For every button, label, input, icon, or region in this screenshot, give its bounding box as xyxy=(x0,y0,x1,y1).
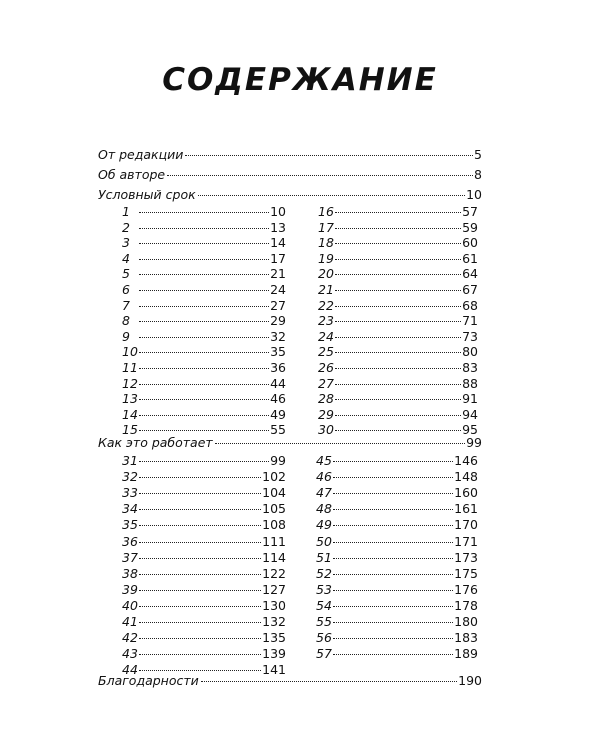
toc-entry-editorial[interactable] xyxy=(98,147,482,163)
dot-leader xyxy=(333,461,453,462)
dot-leader xyxy=(139,368,269,369)
toc-chapter-entry[interactable] xyxy=(122,614,286,630)
toc-chapter-entry[interactable] xyxy=(316,453,478,469)
chapter-page: 60 xyxy=(462,235,478,251)
toc-chapter-entry[interactable] xyxy=(122,391,286,407)
toc-chapter-entry[interactable] xyxy=(318,376,478,392)
chapter-number: 13 xyxy=(122,391,138,407)
toc-chapter-entry[interactable] xyxy=(122,251,286,267)
dot-leader xyxy=(335,228,461,229)
chapter-number: 50 xyxy=(316,533,332,549)
toc-entry-label: Благодарности xyxy=(98,673,199,688)
chapter-number: 11 xyxy=(122,360,138,375)
chapter-number: 36 xyxy=(122,533,138,549)
chapter-number: 22 xyxy=(318,297,334,313)
chapter-number: 9 xyxy=(122,328,130,344)
chapter-page: 57 xyxy=(462,204,478,219)
chapter-number: 30 xyxy=(318,422,334,438)
chapter-page: 91 xyxy=(462,391,478,407)
chapter-number: 19 xyxy=(318,250,334,266)
chapter-page: 99 xyxy=(270,453,286,468)
chapter-page: 139 xyxy=(262,646,286,662)
toc-entry-acknowledgements[interactable] xyxy=(98,673,482,689)
chapter-page: 95 xyxy=(462,422,478,438)
chapter-page: 32 xyxy=(270,328,286,344)
chapter-number: 12 xyxy=(122,375,138,391)
chapter-page: 189 xyxy=(454,646,478,662)
toc-chapter-entry[interactable] xyxy=(318,407,478,423)
toc-chapter-entry[interactable] xyxy=(122,313,286,329)
chapter-page: 14 xyxy=(270,235,286,251)
toc-chapter-entry[interactable] xyxy=(122,329,286,345)
toc-chapter-entry[interactable] xyxy=(122,501,286,517)
chapter-number: 15 xyxy=(122,422,138,438)
dot-leader xyxy=(139,337,269,338)
chapter-page: 160 xyxy=(454,485,478,501)
dot-leader xyxy=(139,274,269,275)
toc-chapter-entry[interactable] xyxy=(122,534,286,550)
toc-chapter-entry[interactable] xyxy=(318,204,478,220)
toc-entry-label: От редакции xyxy=(98,147,184,162)
toc-chapter-entry[interactable] xyxy=(122,407,286,423)
chapter-number: 7 xyxy=(122,297,130,313)
chapter-page: 127 xyxy=(262,581,286,597)
chapter-page: 176 xyxy=(454,581,478,597)
chapter-page: 59 xyxy=(462,219,478,235)
chapter-page: 46 xyxy=(270,391,286,407)
toc-chapter-entry[interactable] xyxy=(122,485,286,501)
dot-leader xyxy=(333,574,453,575)
chapter-page: 13 xyxy=(270,219,286,235)
chapter-page: 61 xyxy=(462,250,478,266)
chapter-number: 34 xyxy=(122,501,138,517)
chapter-page: 88 xyxy=(462,375,478,391)
chapter-number: 5 xyxy=(122,266,130,282)
dot-leader xyxy=(333,654,453,655)
toc-chapter-entry[interactable] xyxy=(122,469,286,485)
toc-entry-label: Условный срок xyxy=(98,187,196,202)
chapter-page: 29 xyxy=(270,313,286,329)
chapter-number: 45 xyxy=(316,453,332,468)
chapter-page: 24 xyxy=(270,282,286,297)
toc-chapter-entry[interactable] xyxy=(318,313,478,329)
dot-leader xyxy=(139,590,261,591)
toc-chapter-entry[interactable] xyxy=(122,266,286,282)
dot-leader xyxy=(139,259,269,260)
toc-chapter-entry[interactable] xyxy=(318,329,478,345)
chapter-number: 27 xyxy=(318,375,334,391)
dot-leader xyxy=(139,352,269,353)
toc-chapter-entry[interactable] xyxy=(122,360,286,376)
chapter-page: 148 xyxy=(454,469,478,485)
chapter-page: 135 xyxy=(262,630,286,646)
toc-chapter-entry[interactable] xyxy=(122,220,286,236)
chapter-number: 57 xyxy=(316,646,332,662)
dot-leader xyxy=(335,415,461,416)
toc-entry-label: Как это работает xyxy=(98,435,213,450)
chapter-page: 68 xyxy=(462,297,478,313)
chapter-number: 37 xyxy=(122,549,138,565)
toc-entry-page: 99 xyxy=(466,435,482,450)
dot-leader xyxy=(335,384,461,385)
dot-leader xyxy=(139,525,261,526)
chapter-page: 175 xyxy=(454,565,478,581)
chapter-page: 67 xyxy=(462,282,478,297)
chapter-page: 102 xyxy=(262,469,286,485)
dot-leader xyxy=(335,259,461,260)
chapter-page: 171 xyxy=(454,533,478,549)
toc-chapter-entry[interactable] xyxy=(122,630,286,646)
toc-chapter-entry[interactable] xyxy=(318,391,478,407)
chapter-number: 42 xyxy=(122,630,138,646)
chapter-number: 10 xyxy=(122,344,138,360)
chapter-page: 44 xyxy=(270,375,286,391)
dot-leader xyxy=(139,384,269,385)
dot-leader xyxy=(139,606,261,607)
chapter-number: 40 xyxy=(122,597,138,613)
chapter-page: 146 xyxy=(454,453,478,468)
dot-leader xyxy=(335,274,461,275)
toc-chapter-entry[interactable] xyxy=(316,485,478,501)
chapter-page: 178 xyxy=(454,597,478,613)
dot-leader xyxy=(139,542,261,543)
chapter-number: 14 xyxy=(122,406,138,422)
chapter-number: 47 xyxy=(316,485,332,501)
chapter-page: 83 xyxy=(462,360,478,375)
dot-leader xyxy=(167,175,473,176)
chapter-number: 1 xyxy=(122,204,130,219)
dot-leader xyxy=(139,477,261,478)
toc-entry-page: 10 xyxy=(466,187,482,202)
toc-chapter-entry[interactable] xyxy=(122,598,286,614)
toc-chapter-entry[interactable] xyxy=(316,598,478,614)
dot-leader xyxy=(335,399,461,400)
dot-leader xyxy=(335,243,461,244)
dot-leader xyxy=(335,306,461,307)
chapter-number: 51 xyxy=(316,549,332,565)
chapter-number: 44 xyxy=(122,662,138,678)
dot-leader xyxy=(333,542,453,543)
chapter-number: 3 xyxy=(122,235,130,251)
toc-chapter-entry[interactable] xyxy=(316,469,478,485)
dot-leader xyxy=(139,228,269,229)
chapter-number: 8 xyxy=(122,313,130,329)
toc-chapter-entry[interactable] xyxy=(122,376,286,392)
toc-chapter-entry[interactable] xyxy=(318,298,478,314)
chapter-number: 56 xyxy=(316,630,332,646)
toc-entry-label: Об авторе xyxy=(98,167,166,182)
toc-chapter-entry[interactable] xyxy=(122,453,286,469)
dot-leader xyxy=(139,290,269,291)
dot-leader xyxy=(139,430,269,431)
chapter-number: 31 xyxy=(122,453,138,468)
dot-leader xyxy=(139,461,269,462)
dot-leader xyxy=(333,493,453,494)
dot-leader xyxy=(139,574,261,575)
chapter-number: 6 xyxy=(122,282,130,297)
dot-leader xyxy=(335,430,461,431)
toc-chapter-entry[interactable] xyxy=(316,566,478,582)
chapter-number: 21 xyxy=(318,282,334,297)
chapter-number: 25 xyxy=(318,344,334,360)
chapter-page: 161 xyxy=(454,501,478,517)
chapter-number: 41 xyxy=(122,614,138,629)
chapter-number: 28 xyxy=(318,391,334,407)
dot-leader xyxy=(185,155,473,156)
chapter-number: 39 xyxy=(122,581,138,597)
dot-leader xyxy=(139,493,261,494)
chapter-page: 94 xyxy=(462,406,478,422)
toc-chapter-entry[interactable] xyxy=(318,282,478,298)
toc-chapter-entry[interactable] xyxy=(122,550,286,566)
chapter-page: 36 xyxy=(270,360,286,375)
page-title: СОДЕРЖАНИЕ xyxy=(162,62,438,98)
dot-leader xyxy=(198,195,465,196)
chapter-page: 173 xyxy=(454,549,478,565)
toc-entry-conditional-term[interactable] xyxy=(98,187,482,203)
chapter-number: 2 xyxy=(122,219,130,235)
toc-chapter-entry[interactable] xyxy=(316,646,478,662)
dot-leader xyxy=(333,590,453,591)
toc-chapter-entry[interactable] xyxy=(122,235,286,251)
dot-leader xyxy=(335,212,461,213)
chapter-page: 64 xyxy=(462,266,478,282)
dot-leader xyxy=(139,212,269,213)
toc-chapter-entry[interactable] xyxy=(318,235,478,251)
dot-leader xyxy=(335,290,461,291)
dot-leader xyxy=(139,670,261,671)
dot-leader xyxy=(139,399,269,400)
dot-leader xyxy=(333,622,453,623)
chapter-page: 114 xyxy=(262,549,286,565)
dot-leader xyxy=(333,509,453,510)
chapter-number: 52 xyxy=(316,565,332,581)
chapter-page: 111 xyxy=(262,533,286,549)
chapter-page: 170 xyxy=(454,517,478,533)
chapter-number: 26 xyxy=(318,360,334,375)
dot-leader xyxy=(139,306,269,307)
chapter-page: 108 xyxy=(262,517,286,533)
toc-chapter-entry[interactable] xyxy=(318,251,478,267)
toc-chapter-entry[interactable] xyxy=(122,282,286,298)
dot-leader xyxy=(335,368,461,369)
chapter-number: 24 xyxy=(318,328,334,344)
chapter-number: 16 xyxy=(318,204,334,219)
dot-leader xyxy=(139,321,269,322)
chapter-page: 21 xyxy=(270,266,286,282)
dot-leader xyxy=(139,638,261,639)
toc-chapter-entry[interactable] xyxy=(318,360,478,376)
toc-chapter-entry[interactable] xyxy=(316,534,478,550)
dot-leader xyxy=(139,622,261,623)
toc-chapter-entry[interactable] xyxy=(122,298,286,314)
toc-chapter-entry[interactable] xyxy=(318,220,478,236)
chapter-page: 122 xyxy=(262,565,286,581)
dot-leader xyxy=(215,443,465,444)
dot-leader xyxy=(201,681,457,682)
toc-entry-how-it-works[interactable] xyxy=(98,435,482,451)
chapter-page: 49 xyxy=(270,406,286,422)
chapter-number: 23 xyxy=(318,313,334,329)
toc-chapter-entry[interactable] xyxy=(122,582,286,598)
chapter-page: 141 xyxy=(262,662,286,678)
dot-leader xyxy=(333,558,453,559)
chapter-page: 183 xyxy=(454,630,478,646)
chapter-page: 71 xyxy=(462,313,478,329)
chapter-page: 104 xyxy=(262,485,286,501)
dot-leader xyxy=(139,243,269,244)
toc-chapter-entry[interactable] xyxy=(316,517,478,533)
chapter-number: 55 xyxy=(316,614,332,629)
dot-leader xyxy=(333,477,453,478)
dot-leader xyxy=(333,638,453,639)
chapter-page: 27 xyxy=(270,297,286,313)
toc-chapter-entry[interactable] xyxy=(122,517,286,533)
chapter-number: 18 xyxy=(318,235,334,251)
chapter-page: 17 xyxy=(270,250,286,266)
toc-entry-page: 190 xyxy=(458,673,482,688)
chapter-page: 132 xyxy=(262,614,286,629)
toc-chapter-entry[interactable] xyxy=(316,501,478,517)
dot-leader xyxy=(335,321,461,322)
chapter-number: 54 xyxy=(316,597,332,613)
dot-leader xyxy=(335,337,461,338)
toc-chapter-entry[interactable] xyxy=(122,204,286,220)
chapter-number: 49 xyxy=(316,517,332,533)
chapter-page: 80 xyxy=(462,344,478,360)
toc-chapter-entry[interactable] xyxy=(316,630,478,646)
chapter-number: 53 xyxy=(316,581,332,597)
toc-chapter-entry[interactable] xyxy=(122,566,286,582)
chapter-number: 20 xyxy=(318,266,334,282)
chapter-number: 32 xyxy=(122,469,138,485)
chapter-page: 55 xyxy=(270,422,286,438)
dot-leader xyxy=(139,654,261,655)
toc-entry-about-author[interactable] xyxy=(98,167,482,183)
toc-chapter-entry[interactable] xyxy=(122,344,286,360)
toc-entry-page: 5 xyxy=(474,147,482,162)
chapter-number: 17 xyxy=(318,219,334,235)
chapter-number: 35 xyxy=(122,517,138,533)
dot-leader xyxy=(139,415,269,416)
toc-chapter-entry[interactable] xyxy=(318,344,478,360)
chapter-number: 33 xyxy=(122,485,138,501)
chapter-page: 35 xyxy=(270,344,286,360)
chapter-page: 10 xyxy=(270,204,286,219)
chapter-page: 130 xyxy=(262,597,286,613)
chapter-number: 46 xyxy=(316,469,332,485)
dot-leader xyxy=(333,606,453,607)
dot-leader xyxy=(333,525,453,526)
chapter-number: 38 xyxy=(122,565,138,581)
chapter-number: 43 xyxy=(122,646,138,662)
toc-chapter-entry[interactable] xyxy=(316,582,478,598)
toc-chapter-entry[interactable] xyxy=(316,614,478,630)
toc-chapter-entry[interactable] xyxy=(122,646,286,662)
dot-leader xyxy=(139,558,261,559)
chapter-number: 29 xyxy=(318,406,334,422)
dot-leader xyxy=(335,352,461,353)
chapter-page: 73 xyxy=(462,328,478,344)
toc-chapter-entry[interactable] xyxy=(316,550,478,566)
chapter-page: 180 xyxy=(454,614,478,629)
chapter-number: 48 xyxy=(316,501,332,517)
chapter-number: 4 xyxy=(122,250,130,266)
toc-chapter-entry[interactable] xyxy=(318,266,478,282)
dot-leader xyxy=(139,509,261,510)
chapter-page: 105 xyxy=(262,501,286,517)
toc-entry-page: 8 xyxy=(474,167,482,182)
